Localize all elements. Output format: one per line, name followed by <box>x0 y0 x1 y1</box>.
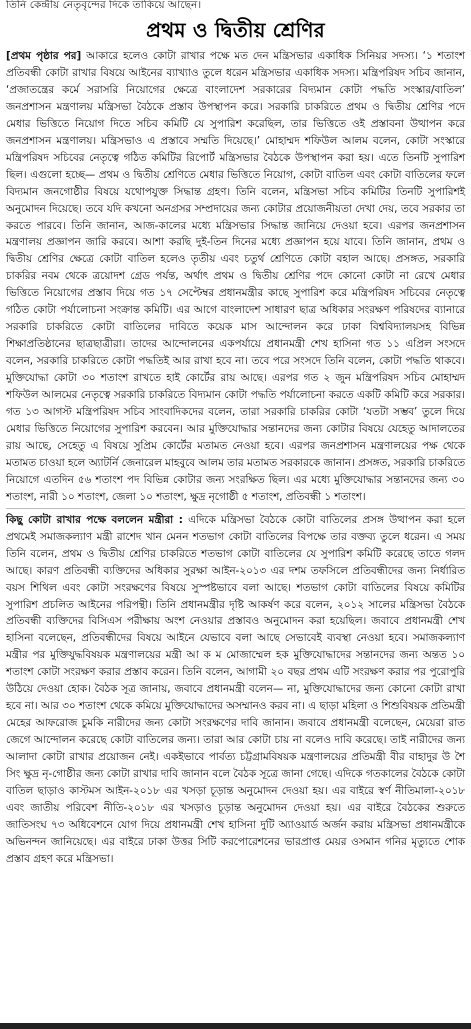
section-divider <box>6 508 465 509</box>
continued-from-front-page-label: [প্রথম পৃষ্ঠার পর] <box>6 50 82 62</box>
article-paragraph-2 <box>6 512 465 868</box>
article-headline: প্রথম ও দ্বিতীয় শ্রেণির <box>146 18 325 42</box>
previous-article-fragment: তিনি কেন্দ্রীয় নেতৃবৃন্দের দিকে তাকিয়ে আছেন। <box>6 0 202 11</box>
article-body <box>6 48 465 868</box>
paragraph-2-text: এদিকে মন্ত্রিসভা বৈঠকে কোটা বাতিলের প্রসঙ্গ উত্থাপন করা হলে প্রথমেই সমাজকল্যাণ মন্ত্রী রাশেদ খান মেনন শতভাগ কোটা বাতিলের বিপক্ষে তার বক্তব্য তুলে ধরেন। এ সময় তিনি বলেন, প্রথম ও দ্বিতীয় শ্রেণির চাকরিতে শতভাগ কোটা বাতিলের যে সুপারিশ কমিটি করেছে তাতে গলদ আছে। কারণ প্রতিবন্ধী ব্যক্তিদের অধিকার সুরক্ষা আইন-২০১৩ এর দশম তফসিলে প্রতিবন্ধীদের জন্য নির্ধারিত বয়স শিথিল এবং কোটা সংরক্ষণের বিষয়ে সুস্পষ্টভাবে বলা আছে। শতভাগ কোটা বাতিলের বিষয়ে কমিটির সুপারিশ প্রচলিত আইনের পরিপন্থী। তিনি প্রধানমন্ত্রীর দৃষ্টি আকর্ষণ করে বলেন, ২০১২ সালের মন্ত্রিসভা বৈঠকে প্রতিবন্ধী ব্যক্তিদের বিসিএস পরীক্ষায় অংশ নেওয়ার প্রস্তাবও অনুমোদন করা হয়েছিল। জবাবে প্রধানমন্ত্রী শেখ হাসিনা বলেছেন, প্রতিবন্ধীদের বিষয়ে আইনে যেভাবে বলা আছে সেভাবেই ব্যবস্থা নেওয়া হবে। সমাজকল্যাণ মন্ত্রীর পর মুক্তিযুদ্ধবিষয়ক মন্ত্রণালয়ের মন্ত্রী আ ক ম মোজাম্মেল হক মুক্তিযোদ্ধাদের সন্তানদের জন্য অন্তত ১০ শতাংশ কোটা সংরক্ষণ করার প্রস্তাব করেন। তিনি বলেন, আগামী ২০ বছর প্রথম এটি সংরক্ষণ করার পর পুরোপুরি উঠিয়ে দেওয়া হোক। বৈঠক সূত্র জানায়, জবাবে প্রধানমন্ত্রী বলেন— না, মুক্তিযোদ্ধাদের জন্য কোনো কোটা রাখা হবে না। আর ৩০ শতাংশ থেকে কমিয়ে মুক্তিযোদ্ধাদের অসম্মানও করব না। এ ছাড়া মহিলা ও শিশুবিষয়ক প্রতিমন্ত্রী মেহের আফরোজ চুমকি নারীদের জন্য কোটা সংরক্ষণের দাবি জানান। জবাবে প্রধানমন্ত্রী বলেছেন, মেয়েরা রাত জেগে আন্দোলন করেছে কোটা বাতিলের জন্য। তারা আর কোটা চায় না বলেও দাবি করেছে। তাই নারীদের জন্য আলাদা কোটা রাখার প্রয়োজন নেই। একইভাবে পার্বত্য চট্টগ্রামবিষয়ক মন্ত্রণালয়ের প্রতিমন্ত্রী বীর বাহাদুর উ শৈ সিং ক্ষুদ্র নৃ-গোষ্ঠীর জন্য কোটা রাখার দাবি জানান বলে বৈঠক সূত্রে জানা গেছে। এদিকে গতকালের বৈঠকে কোটা বাতিল ছাড়াও কাস্টমস আইন-২০১৮ এর খসড়া চূড়ান্ত অনুমোদন দেওয়া হয়। এর বাইরে স্বর্ণ নীতিমালা-২০১৮ এবং জাতীয় পরিবেশ নীতি-২০১৮ এর খসড়াও চূড়ান্ত অনুমোদন দেওয়া হয়। এর বাইরে বৈঠকের শুরুতে জাতিসংঘ ৭৩ অধিবেশনে যোগ দিয়ে প্রধানমন্ত্রী শেখ হাসিনা দুটি অ্যাওয়ার্ড অর্জন করায় মন্ত্রিসভা প্রধানমন্ত্রীকে অভিনন্দন জানিয়েছে। এর বাইরে ঢাকা উত্তর সিটি করপোরেশনের ভারপ্রাপ্ত মেয়র ওসমান গনির মৃত্যুতে শোক প্রস্তাব গ্রহণ করে মন্ত্রিসভা। <box>6 513 466 865</box>
paragraph-1-text: আকারে হলেও কোটা রাখার পক্ষে মত দেন মন্ত্রিসভার একাধিক সিনিয়র সদস্য। ‘১ শতাংশ প্রতিবন্ধী কোটা রাখার বিষয়ে আইনের ব্যাখ্যাও তুলে ধরেন মন্ত্রিসভার একাধিক সদস্য। মন্ত্রিপরিষদ সচিব জানান, ‘প্রজাতন্ত্রের কর্মে সরাসরি নিয়োগের ক্ষেত্রে বাংলাদেশ সরকারের বিদ্যমান কোটা পদ্ধতি সংস্কার/বাতিল’ জনপ্রশাসন মন্ত্রণালয় মন্ত্রিসভা বৈঠকে প্রস্তাব উপস্থাপন করে। সরকারি চাকরিতে প্রথম ও দ্বিতীয় শ্রেণির পদে মেধার ভিত্তিতে নিয়োগ দিতে সচিব কমিটি যে সুপারিশ করেছিল, তার ভিত্তিতে ওই প্রস্তাবনা উত্থাপন করে জনপ্রশাসন মন্ত্রণালয়। মন্ত্রিসভাও এ প্রস্তাবে সম্মতি দিয়েছে।’ মোহাম্মদ শফিউল আলম বলেন, কোটা সংস্কারে মন্ত্রিপরিষদ সচিবের নেতৃত্বে গঠিত কমিটির রিপোর্ট মন্ত্রিসভার বৈঠকে উপস্থাপন করা হয়। এতে তিনটি সুপারিশ ছিল। এগুলো হচ্ছে— প্রথম ও দ্বিতীয় শ্রেণিতে মেধার ভিত্তিতে নিয়োগ, কোটা বাতিল এবং কোটা বাতিলের ফলে বিদ্যমান জনগোষ্ঠীর বিষয়ে যথোপযুক্ত সিদ্ধান্ত গ্রহণ। তিনি বলেন, মন্ত্রিসভা সচিব কমিটির তিনটি সুপারিশই অনুমোদন দিয়েছে। তবে যদি কখনো অনগ্রসর সম্প্রদায়ের জন্য কোটার প্রয়োজনীয়তা দেখা দেয়, তবে সরকার তা করতে পারবে। তিনি জানান, আজ-কালের মধ্যে মন্ত্রিসভার সিদ্ধান্ত জানিয়ে দেওয়া হবে। এরপর জনপ্রশাসন মন্ত্রণালয় প্রজ্ঞাপন জারি করবে। আশা করছি দুই-তিন দিনের মধ্যে প্রজ্ঞাপন হয়ে যাবে। তিনি জানান, প্রথম ও দ্বিতীয় শ্রেণির ক্ষেত্রে কোটা বাতিল হলেও তৃতীয় এবং চতুর্থ শ্রেণিতে কোটা বহাল আছে। প্রসঙ্গত, সরকারি চাকরির নবম থেকে ত্রয়োদশ গ্রেড পর্যন্ত, অর্থাৎ প্রথম ও দ্বিতীয় শ্রেণির পদে কোনো কোটা না রেখে মেধার ভিত্তিতে নিয়োগের প্রস্তাব দিয়ে গত ১৭ সেপ্টেম্বর প্রধানমন্ত্রীর কাছে সুপারিশ করে মন্ত্রিপরিষদ সচিবের নেতৃত্বে গঠিত কোটা পর্যালোচনা সংক্রান্ত কমিটি। এর আগে বাংলাদেশ সাধারণ ছাত্র অধিকার সংরক্ষণ পরিষদের ব্যানারে সরকারি চাকরিতে কোটা বাতিলের দাবিতে কয়েক মাস আন্দোলন করে ঢাকা বিশ্ববিদ্যালয়সহ বিভিন্ন শিক্ষাপ্রতিষ্ঠানের ছাত্রছাত্রীরা। তাদের আন্দোলনের একপর্যায়ে প্রধানমন্ত্রী শেখ হাসিনা গত ১১ এপ্রিল সংসদে বলেন, সরকারি চাকরিতে কোটা পদ্ধতিই আর রাখা হবে না। তবে পরে সংসদে তিনি বলেন, কোটা পদ্ধতি থাকবে। মুক্তিযোদ্ধা কোটা ৩০ শতাংশ রাখতে হাই কোর্টের রায় আছে। এরপর গত ২ জুন মন্ত্রিপরিষদ সচিব মোহাম্মদ শফিউল আলমের নেতৃত্বে সরকারি চাকরিতে বিদ্যমান কোটা পদ্ধতি পর্যালোচনা করতে একটি কমিটি করে সরকার। গত ১৩ আগস্ট মন্ত্রিপরিষদ সচিব সাংবাদিকদের বলেন, তারা সরকারি চাকরির কোটা ‘যতটা সম্ভব’ তুলে দিয়ে মেধার ভিত্তিতে নিয়োগের সুপারিশ করবেন। আর মুক্তিযোদ্ধার সন্তানদের জন্য কোটার বিষয়ে যেহেতু আদালতের রায় আছে, সেহেতু এ বিষয়ে সুপ্রিম কোর্টের মতামত নেওয়া হবে। এরপর জনপ্রশাসন মন্ত্রণালয়ের পক্ষ থেকে মতামত চাওয়া হলে অ্যাটর্নি জেনারেল মাহবুবে আলম তার মতামত সরকারকে জানান। প্রসঙ্গত, সরকারি চাকরিতে নিয়োগে এতদিন ৫৬ শতাংশ পদ বিভিন্ন কোটার জন্য সংরক্ষিত ছিল। এর মধ্যে মুক্তিযোদ্ধার সন্তানদের জন্য ৩০ শতাংশ, নারী ১০ শতাংশ, জেলা ১০ শতাংশ, ক্ষুদ্র নৃগোষ্ঠী ৫ শতাংশ, প্রতিবন্ধী ১ শতাংশ। <box>6 50 465 503</box>
bottom-rule <box>0 1023 471 1029</box>
subheading-ministers-support-quota: কিছু কোটা রাখার পক্ষে বললেন মন্ত্রীরা : <box>6 513 183 526</box>
article-paragraph-1 <box>6 48 465 506</box>
